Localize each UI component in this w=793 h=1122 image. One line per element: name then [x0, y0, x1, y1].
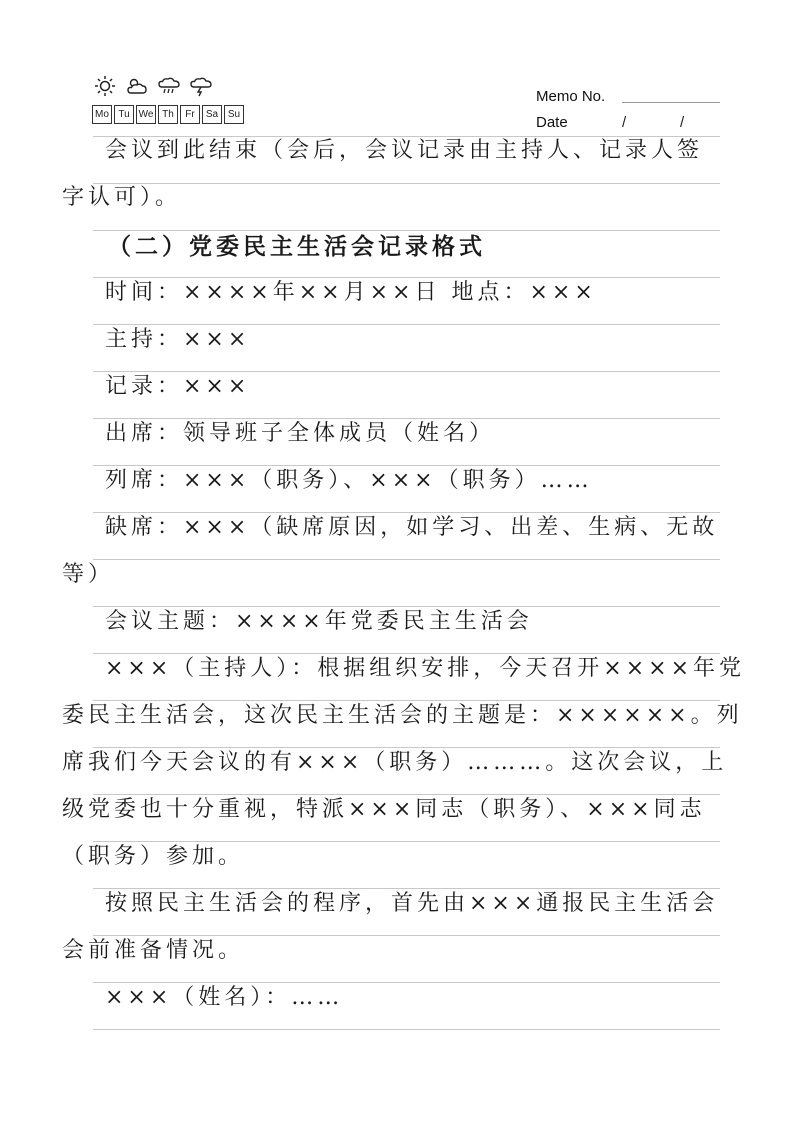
text-line: 主持：×××: [105, 327, 251, 352]
day-th[interactable]: Th: [158, 105, 178, 124]
section-heading: （二）党委民主生活会记录格式: [108, 233, 486, 260]
day-we[interactable]: We: [136, 105, 156, 124]
text-line: ×××（主持人）：根据组织安排，今天召开××××年党: [105, 656, 746, 681]
text-line: 列席：×××（职务）、×××（职务）……: [105, 468, 593, 493]
thunderstorm-icon[interactable]: [188, 74, 214, 98]
text-line: 席我们今天会议的有×××（职务）………。这次会议，上: [62, 750, 728, 775]
day-fr[interactable]: Fr: [180, 105, 200, 124]
text-line: 级党委也十分重视，特派×××同志（职务）、×××同志: [62, 797, 706, 822]
text-line: 记录：×××: [105, 374, 251, 399]
date-separator: /: [680, 114, 685, 131]
partly-cloudy-icon[interactable]: [124, 74, 150, 98]
ruled-line: [93, 183, 720, 184]
ruled-line: [93, 1029, 720, 1030]
date-separator: /: [622, 114, 627, 131]
text-line: 会议到此结束（会后，会议记录由主持人、记录人签: [105, 138, 704, 163]
day-mo[interactable]: Mo: [92, 105, 112, 124]
rain-icon[interactable]: [156, 74, 182, 98]
memo-number-field[interactable]: [622, 102, 720, 103]
text-line: 时间：××××年××月××日 地点：×××: [105, 280, 597, 305]
text-line: 字认可）。: [62, 185, 182, 210]
memo-label: Memo No.: [536, 88, 606, 105]
day-tu[interactable]: Tu: [114, 105, 134, 124]
sun-icon[interactable]: [92, 74, 118, 98]
text-line: 缺席：×××（缺席原因，如学习、出差、生病、无故: [105, 515, 719, 540]
text-line: 会议主题：××××年党委民主生活会: [105, 609, 533, 634]
text-line: 委民主生活会，这次民主生活会的主题是：××××××。列: [62, 703, 743, 728]
text-line: （职务）参加。: [62, 844, 245, 869]
text-line: 会前准备情况。: [62, 938, 245, 963]
weekday-selector: [92, 105, 252, 124]
ruled-line: [93, 559, 720, 560]
day-su[interactable]: Su: [224, 105, 244, 124]
text-line: 等）: [62, 562, 115, 587]
text-line: 按照民主生活会的程序，首先由×××通报民主生活会: [105, 891, 719, 916]
text-line: ×××（姓名）：……: [105, 985, 344, 1010]
text-line: 出席：领导班子全体成员（姓名）: [105, 421, 496, 446]
date-label: Date: [536, 114, 568, 131]
weather-panel: [92, 73, 252, 129]
day-sa[interactable]: Sa: [202, 105, 222, 124]
